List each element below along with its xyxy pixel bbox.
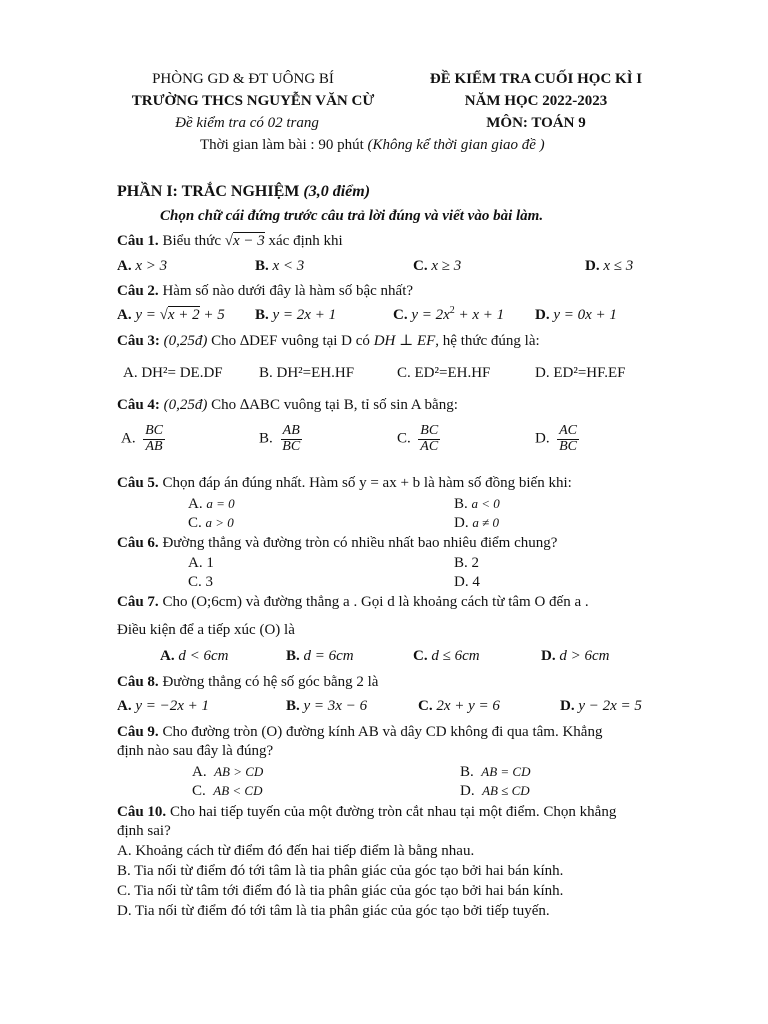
header-department: PHÒNG GD & ĐT UÔNG BÍ [152,71,334,87]
q2-option-b[interactable]: B. y = 2x + 1 [255,307,337,323]
q8-option-c[interactable]: C. 2x + y = 6 [418,698,500,714]
q10-option-a[interactable]: A. Khoảng cách từ điểm đó đến hai tiếp điểm là bằng nhau. [117,843,475,859]
question-3 [117,332,540,350]
header-school-year: NĂM HỌC 2022-2023 [464,93,608,109]
q6-option-d[interactable]: D. 4 [454,574,480,590]
question-text: Cho đường tròn (O) đường kính AB và dây CD không đi qua tâm. Khẳng [162,724,603,740]
question-text: , hệ thức đúng là: [435,333,540,349]
q8-option-d[interactable]: D. y − 2x = 5 [560,698,642,714]
question-6 [117,534,557,552]
q9-option-d[interactable]: D. AB ≤ CD [460,783,530,799]
header-page-note: Đề kiểm tra có 02 trang [175,115,319,131]
question-text: Chọn đáp án đúng nhất. Hàm số y = ax + b là hàm số đồng biến khi: [162,475,572,491]
question-text: Cho hai tiếp tuyến của một đường tròn cắt nhau tại một điểm. Chọn khẳng [169,804,617,820]
q7-option-b[interactable]: B. d = 6cm [286,648,354,664]
question-label: Câu 9. [117,724,159,740]
q4-option-a[interactable]: A. $\frac{BC}{AB}$ [121,423,163,454]
q10-option-c[interactable]: C. Tia nối từ tâm tới điểm đó là tia phân giác của góc tạo bởi hai bán kính. [117,883,564,899]
q8-option-b[interactable]: B. y = 3x − 6 [286,698,368,714]
header-time [200,136,545,154]
radicand: x − 3 [232,233,265,249]
header-subject: MÔN: TOÁN 9 [486,115,586,131]
header-school: TRƯỜNG THCS NGUYỄN VĂN CỪ [131,93,375,109]
q3-option-a[interactable]: A. DH²= DE.DF [123,365,223,381]
q2-option-d[interactable]: D. y = 0x + 1 [535,307,617,323]
q4-option-c[interactable]: C. $\frac{BC}{AC}$ [397,423,439,454]
q9-option-b[interactable]: B. AB = CD [460,764,531,780]
part1-title: PHẦN I: TRẮC NGHIỆM [117,183,300,200]
q7-option-d[interactable]: D. d > 6cm [541,648,610,664]
question-10-cont: định sai? [117,823,171,839]
question-label: Câu 4: [117,397,160,413]
q9-option-a[interactable]: A. AB > CD [192,764,264,780]
question-8 [117,673,378,691]
q5-option-a[interactable]: A. a = 0 [188,496,235,512]
q1-option-a[interactable]: A. x > 3 [117,258,168,274]
q1-option-c[interactable]: C. x ≥ 3 [413,258,462,274]
question-10 [117,803,616,821]
q10-option-d[interactable]: D. Tia nối từ điểm đó tới tâm là tia phân giác của góc tạo bởi tiếp tuyến. [117,903,550,919]
question-label: Câu 8. [117,674,159,690]
q1-option-d[interactable]: D. x ≤ 3 [585,258,634,274]
time-note: (Không kể thời gian giao đề ) [367,137,545,153]
part1-heading [117,182,370,201]
q4-option-d[interactable]: D. $\frac{AC}{BC}$ [535,423,577,454]
part1-instruction: Chọn chữ cái đứng trước câu trả lời đúng và viết vào bài làm. [160,208,544,224]
header-exam-title: ĐỀ KIỂM TRA CUỐI HỌC KÌ I [429,71,643,87]
question-label: Câu 6. [117,535,159,551]
q8-option-a[interactable]: A. y = −2x + 1 [117,698,210,714]
question-label: Câu 1. [117,233,159,249]
q3-option-d[interactable]: D. ED²=HF.EF [535,365,626,381]
question-1: Câu 1. Biểu thức √x − 3 xác định khi [117,233,343,249]
q5-option-d[interactable]: D. a ≠ 0 [454,515,499,531]
question-text: Đường thẳng có hệ số góc bằng 2 là [162,674,379,690]
question-relation: DH ⊥ EF [373,333,436,349]
q6-option-a[interactable]: A. 1 [188,555,214,571]
q6-option-c[interactable]: C. 3 [188,574,214,590]
time-limit: Thời gian làm bài : 90 phút [200,137,364,153]
question-text: Đường thẳng và đường tròn có nhiều nhất bao nhiêu điểm chung? [162,535,558,551]
question-text: xác định khi [268,233,343,249]
question-2 [117,282,413,300]
question-text: Cho ∆DEF vuông tại D có [211,333,370,349]
part1-score: (3,0 điểm) [303,183,371,200]
q7-option-c[interactable]: C. d ≤ 6cm [413,648,480,664]
question-text: Cho ∆ABC vuông tại B, tỉ số sin A bằng: [211,397,458,413]
question-points: (0,25đ) [163,397,208,413]
q9-option-c[interactable]: C. AB < CD [192,783,263,799]
question-9-cont: định nào sau đây là đúng? [117,743,274,759]
question-7-cont: Điều kiện để a tiếp xúc (O) là [117,622,295,638]
q3-option-b[interactable]: B. DH²=EH.HF [259,365,355,381]
q5-option-b[interactable]: B. a < 0 [454,496,500,512]
question-9 [117,723,602,741]
q5-option-c[interactable]: C. a > 0 [188,515,234,531]
question-points: (0,25đ) [163,333,208,349]
q4-option-b[interactable]: B. $\frac{AB}{BC}$ [259,423,301,454]
question-label: Câu 5. [117,475,159,491]
question-label: Câu 10. [117,804,167,820]
question-text: Hàm số nào dưới đây là hàm số bậc nhất? [162,283,414,299]
q2-option-a[interactable]: A. y = √x + 2 + 5 [117,307,225,323]
q1-option-b[interactable]: B. x < 3 [255,258,305,274]
q10-option-b[interactable]: B. Tia nối từ điểm đó tới tâm là tia phân giác của góc tạo bởi hai bán kính. [117,863,564,879]
question-label: Câu 7. [117,594,159,610]
q6-option-b[interactable]: B. 2 [454,555,480,571]
question-5 [117,474,572,492]
question-7 [117,593,589,611]
question-label: Câu 3: [117,333,160,349]
q2-option-c[interactable]: C. $y = 2x^2 + x + 1$ [393,305,505,323]
question-label: Câu 2. [117,283,159,299]
q7-option-a[interactable]: A. d < 6cm [160,648,229,664]
question-text: Cho (O;6cm) và đường thẳng a . Gọi d là khoảng cách từ tâm O đến a . [162,594,589,610]
q3-option-c[interactable]: C. ED²=EH.HF [397,365,491,381]
question-4 [117,396,458,414]
question-text: Biểu thức [162,233,221,249]
